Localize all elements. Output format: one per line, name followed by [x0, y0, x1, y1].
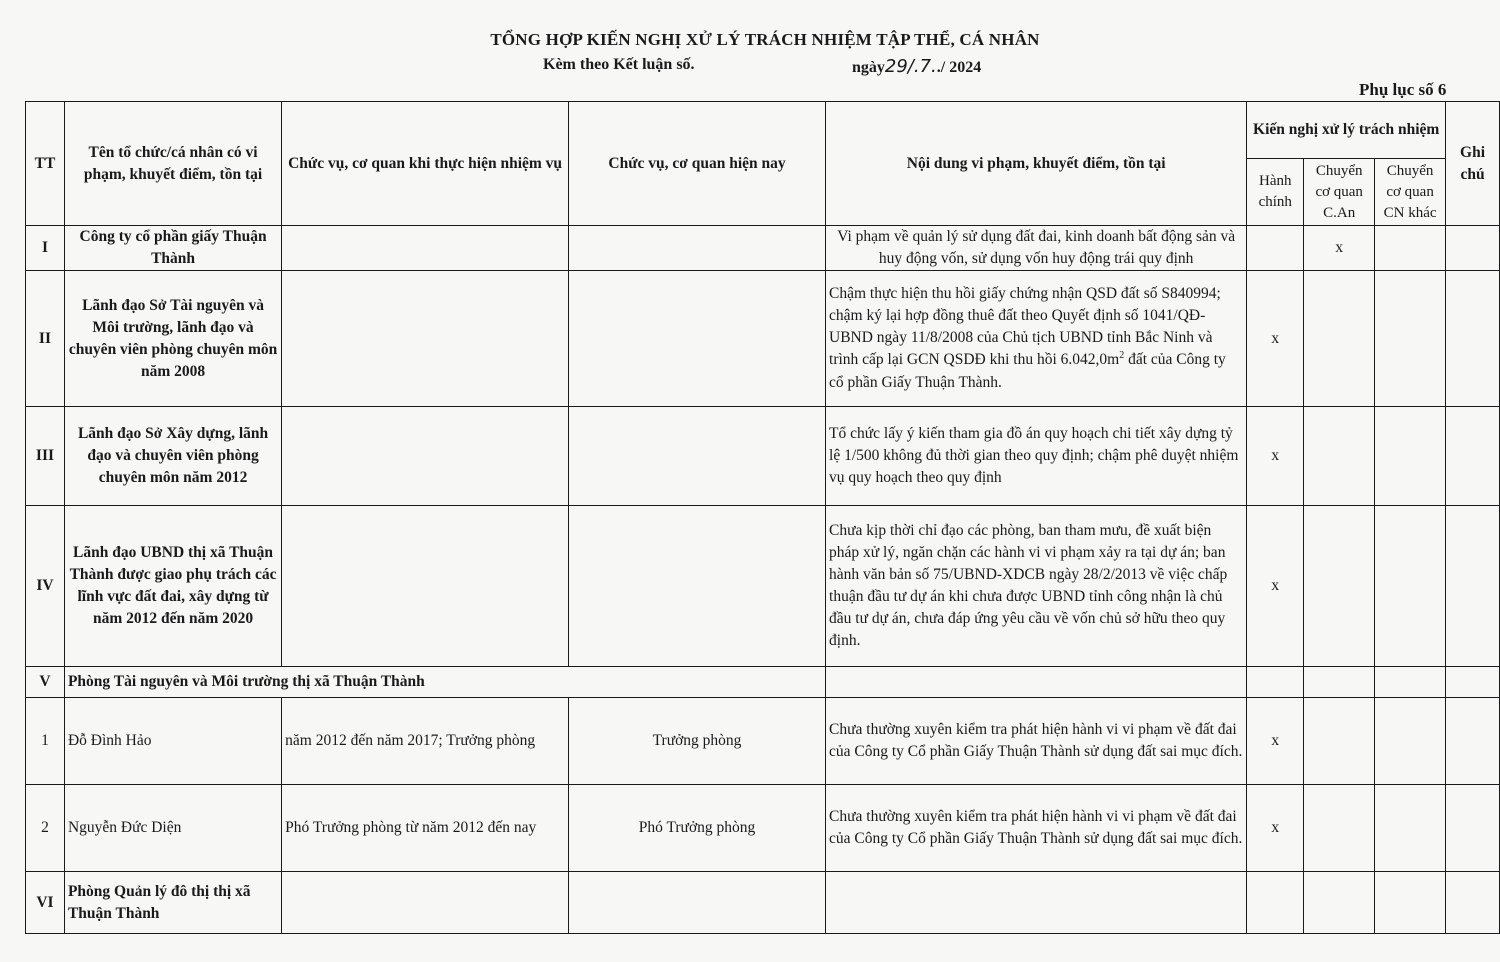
row-position-now — [569, 271, 826, 407]
row-position-then — [282, 407, 569, 506]
row-note — [1446, 271, 1500, 407]
table-row — [26, 271, 1500, 407]
row-tt: 2 — [26, 785, 65, 872]
row-admin — [1247, 872, 1304, 934]
row-position-then: năm 2012 đến năm 2017; Trưởng phòng — [282, 698, 569, 785]
table-row — [26, 226, 1500, 271]
row-content — [826, 271, 1247, 407]
row-content-part: Chậm thực hiện thu hồi giấy chứng nhận QSD đất số S840994; chậm ký lại hợp đồng thuê đất theo Quyết định số 1041/QĐ-UBND ngày 11/8/2008 của Chủ tịch UBND tỉnh Bắc Ninh và trình cấp lại GCN QSDĐ khi thu hồi 6.042,0m — [829, 285, 1221, 369]
row-other — [1375, 407, 1446, 506]
row-other — [1375, 506, 1446, 667]
row-admin: x — [1247, 506, 1304, 667]
row-name: Phòng Quản lý đô thị thị xã Thuận Thành — [64, 872, 281, 934]
row-note — [1446, 872, 1500, 934]
row-name: Công ty cổ phần giấy Thuận Thành — [64, 226, 281, 271]
row-content-part: đất của Công ty cổ phần Giấy Thuận Thành. — [829, 351, 1226, 391]
row-name: Lãnh đạo Sở Xây dựng, lãnh đạo và chuyên viên phòng chuyên môn năm 2012 — [64, 407, 281, 506]
date-prefix: ngày — [852, 59, 885, 76]
header-tt: TT — [26, 102, 65, 226]
row-admin — [1247, 667, 1304, 698]
row-other — [1375, 667, 1446, 698]
row-position-then — [282, 226, 569, 271]
row-name: Lãnh đạo UBND thị xã Thuận Thành được giao phụ trách các lĩnh vực đất đai, xây dựng từ năm 2012 đến năm 2020 — [64, 506, 281, 667]
row-content: Chưa thường xuyên kiểm tra phát hiện hành vi vi phạm về đất đai của Công ty Cổ phần Giấy Thuận Thành sử dụng đất sai mục đích. — [826, 698, 1247, 785]
appendix-label: Phụ lục số 6 — [1359, 80, 1447, 99]
date-suffix: ./ 2024 — [936, 59, 982, 76]
row-other — [1375, 271, 1446, 407]
row-police: x — [1304, 226, 1375, 271]
row-police — [1304, 667, 1375, 698]
row-note — [1446, 698, 1500, 785]
row-admin: x — [1247, 407, 1304, 506]
row-tt: V — [26, 667, 65, 698]
conclusion-ref: Kèm theo Kết luận số. — [543, 56, 695, 73]
row-content: Tổ chức lấy ý kiến tham gia đồ án quy hoạch chi tiết xây dựng tỷ lệ 1/500 không đủ thời gian theo quy định; chậm phê duyệt nhiệm vụ quy hoạch theo quy định — [826, 407, 1247, 506]
row-note — [1446, 667, 1500, 698]
row-position-then — [282, 271, 569, 407]
recommendation-table — [25, 101, 1500, 934]
document-subtitle — [543, 56, 982, 77]
header-police: Chuyển cơ quan C.An — [1304, 159, 1375, 226]
document-title: TỔNG HỢP KIẾN NGHỊ XỬ LÝ TRÁCH NHIỆM TẬP THỂ, CÁ NHÂN — [490, 30, 1040, 49]
row-position-now: Trưởng phòng — [569, 698, 826, 785]
row-tt: I — [26, 226, 65, 271]
row-tt: II — [26, 271, 65, 407]
row-note — [1446, 226, 1500, 271]
row-other — [1375, 226, 1446, 271]
row-note — [1446, 407, 1500, 506]
table-row — [26, 698, 1500, 785]
header-recommend: Kiến nghị xử lý trách nhiệm — [1247, 102, 1446, 159]
row-position-then — [282, 506, 569, 667]
row-police — [1304, 271, 1375, 407]
row-tt: III — [26, 407, 65, 506]
row-content — [826, 872, 1247, 934]
row-position-now — [569, 226, 826, 271]
row-other — [1375, 785, 1446, 872]
row-admin: x — [1247, 785, 1304, 872]
table-row — [26, 785, 1500, 872]
row-position-now: Phó Trưởng phòng — [569, 785, 826, 872]
row-admin: x — [1247, 698, 1304, 785]
row-name: Lãnh đạo Sở Tài nguyên và Môi trường, lãnh đạo và chuyên viên phòng chuyên môn năm 2008 — [64, 271, 281, 407]
row-tt: 1 — [26, 698, 65, 785]
header-other: Chuyển cơ quan CN khác — [1375, 159, 1446, 226]
superscript: 2 — [1119, 350, 1125, 362]
row-police — [1304, 407, 1375, 506]
row-police — [1304, 872, 1375, 934]
row-admin: x — [1247, 271, 1304, 407]
header-row-1 — [26, 102, 1500, 159]
section-row — [26, 667, 1500, 698]
row-other — [1375, 698, 1446, 785]
header-position-now: Chức vụ, cơ quan hiện nay — [569, 102, 826, 226]
header-note: Ghi chú — [1446, 102, 1500, 226]
row-police — [1304, 698, 1375, 785]
header-content: Nội dung vi phạm, khuyết điểm, tồn tại — [826, 102, 1247, 226]
row-name: Nguyễn Đức Diện — [64, 785, 281, 872]
handwritten-date: 29/.7. — [884, 56, 937, 77]
row-note — [1446, 785, 1500, 872]
row-position-now — [569, 872, 826, 934]
row-position-then — [282, 872, 569, 934]
table-row — [26, 506, 1500, 667]
row-note — [1446, 506, 1500, 667]
row-position-now — [569, 407, 826, 506]
row-name: Đỗ Đình Hảo — [64, 698, 281, 785]
row-content: Vi phạm về quản lý sử dụng đất đai, kinh doanh bất động sản và huy động vốn, sử dụng vốn huy động trái quy định — [826, 226, 1247, 271]
row-admin — [1247, 226, 1304, 271]
row-tt: IV — [26, 506, 65, 667]
header-admin: Hành chính — [1247, 159, 1304, 226]
table-row — [26, 872, 1500, 934]
row-content: Chưa kịp thời chỉ đạo các phòng, ban tham mưu, đề xuất biện pháp xử lý, ngăn chặn các hành vi vi phạm xảy ra tại dự án; ban hành văn bản số 75/UBND-XDCB ngày 28/2/2013 về việc chấp thuận đầu tư dự án khi chưa được UBND tỉnh công nhận là chủ đầu tư dự án, chưa đáp ứng yêu cầu về vốn chủ sở hữu theo quy định. — [826, 506, 1247, 667]
row-content: Chưa thường xuyên kiểm tra phát hiện hành vi vi phạm về đất đai của Công ty Cổ phần Giấy Thuận Thành sử dụng đất sai mục đích. — [826, 785, 1247, 872]
row-police — [1304, 506, 1375, 667]
row-other — [1375, 872, 1446, 934]
row-police — [1304, 785, 1375, 872]
row-tt: VI — [26, 872, 65, 934]
document-date — [852, 56, 981, 77]
row-position-then: Phó Trưởng phòng từ năm 2012 đến nay — [282, 785, 569, 872]
header-position-then: Chức vụ, cơ quan khi thực hiện nhiệm vụ — [282, 102, 569, 226]
header-name: Tên tổ chức/cá nhân có vi phạm, khuyết điểm, tồn tại — [64, 102, 281, 226]
table-row — [26, 407, 1500, 506]
row-position-now — [569, 506, 826, 667]
row-content — [826, 667, 1247, 698]
section-name: Phòng Tài nguyên và Môi trường thị xã Thuận Thành — [64, 667, 825, 698]
